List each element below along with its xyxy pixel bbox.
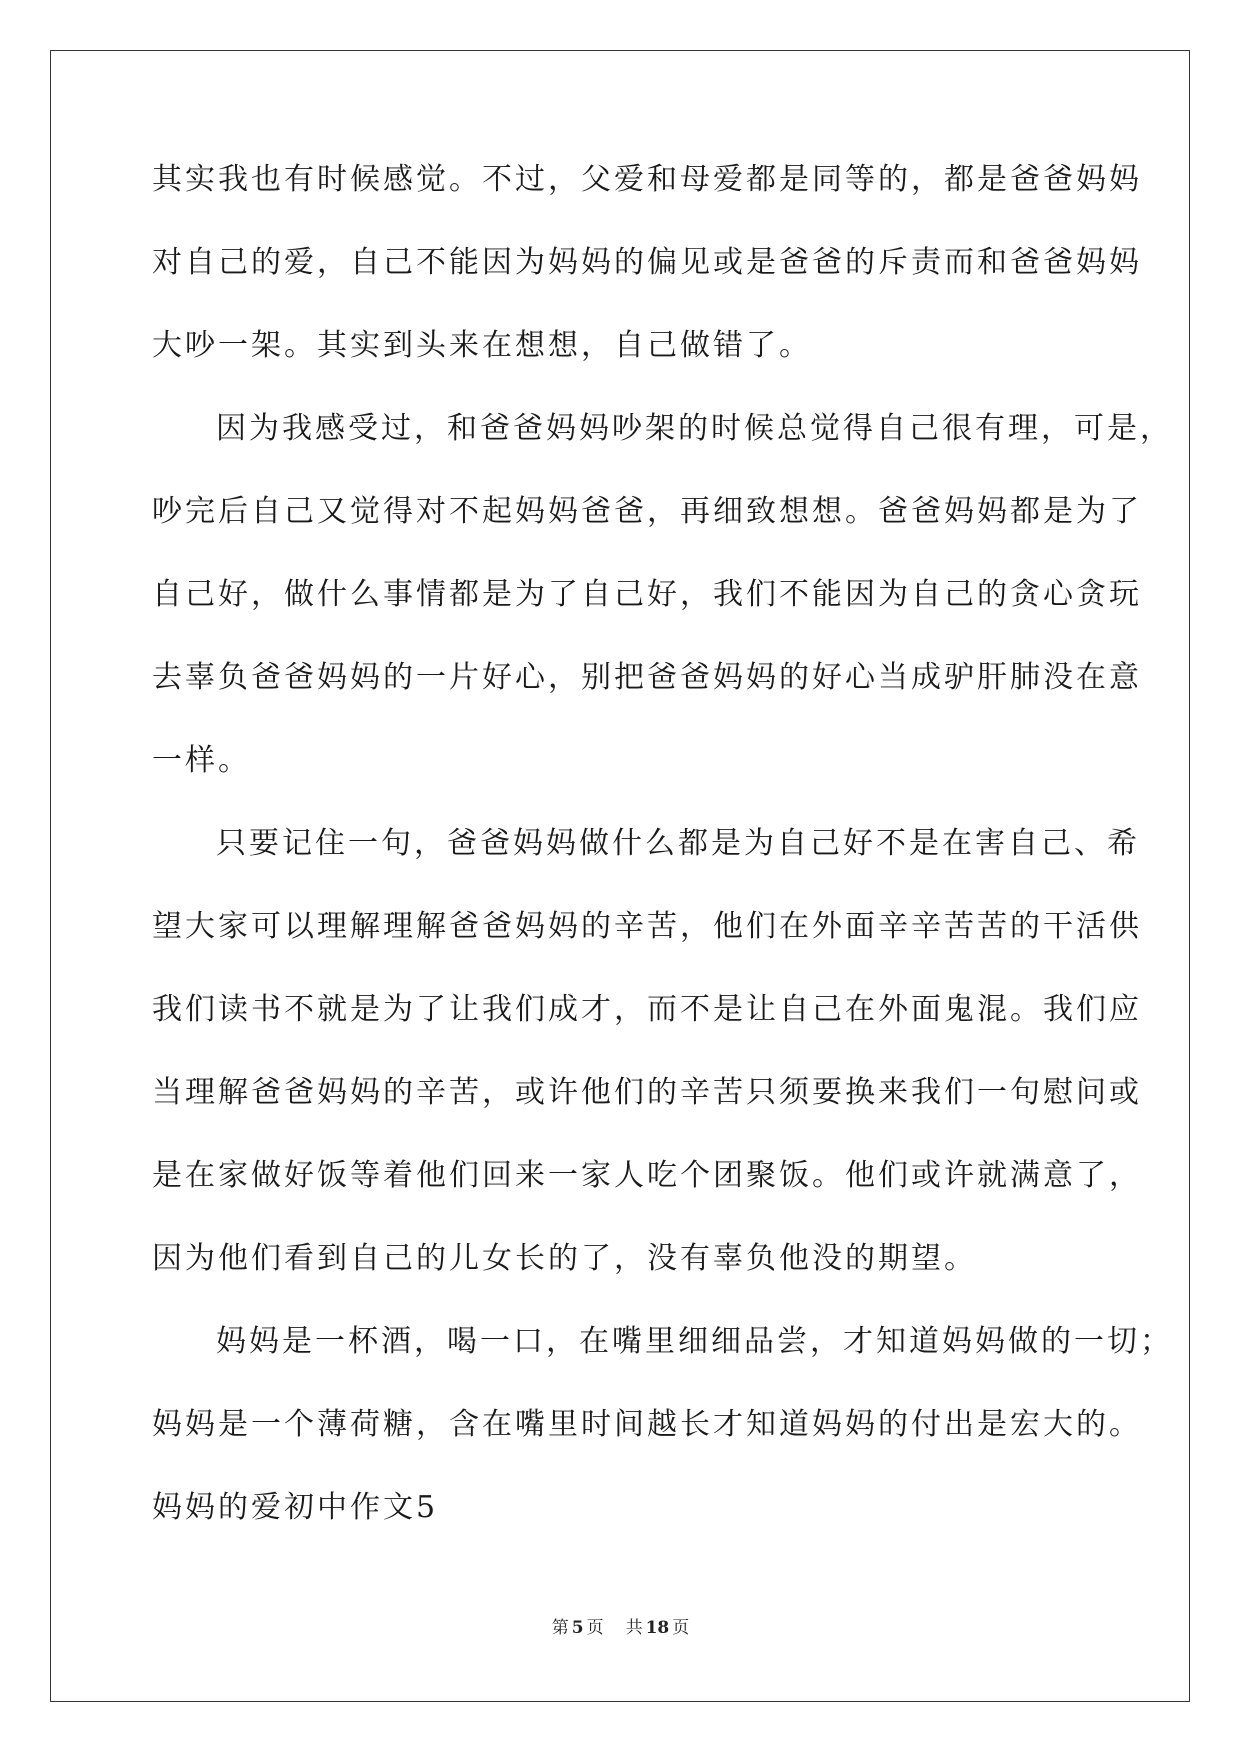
total-pages: 18 [645,1618,670,1638]
text-line: 我们读书不就是为了让我们成才，而不是让自己在外面鬼混。我们应 [152,992,1142,1027]
page-suffix: 页 [586,1618,604,1638]
text-line: 当理解爸爸妈妈的辛苦，或许他们的辛苦只须要换来我们一句慰问或 [152,1075,1142,1110]
text-line: 对自己的爱，自己不能因为妈妈的偏见或是爸爸的斥责而和爸爸妈妈 [152,245,1142,280]
text-line: 是在家做好饭等着他们回来一家人吃个团聚饭。他们或许就满意了， [152,1158,1142,1193]
paragraph-first-line: 因为我感受过，和爸爸妈妈吵架的时候总觉得自己很有理，可是， [216,411,1173,446]
total-suffix: 页 [672,1618,690,1638]
text-line: 一样。 [152,743,251,778]
page-number: 5 [571,1618,584,1638]
paragraph-first-line: 只要记住一句，爸爸妈妈做什么都是为自己好不是在害自己、希 [216,826,1140,861]
text-line: 其实我也有时候感觉。不过，父爱和母爱都是同等的，都是爸爸妈妈 [152,162,1142,197]
page-prefix: 第 [551,1618,569,1638]
total-prefix: 共 [625,1618,643,1638]
document-body [152,160,1173,1571]
paragraph-first-line: 妈妈是一杯酒，喝一口，在嘴里细细品尝，才知道妈妈做的一切； [216,1324,1173,1359]
text-line: 大吵一架。其实到头来在想想，自己做错了。 [152,328,812,363]
text-line: 吵完后自己又觉得对不起妈妈爸爸，再细致想想。爸爸妈妈都是为了 [152,494,1142,529]
section-heading: 妈妈的爱初中作文5 [152,1490,439,1525]
text-line: 妈妈是一个薄荷糖，含在嘴里时间越长才知道妈妈的付出是宏大的。 [152,1407,1142,1442]
text-line: 自己好，做什么事情都是为了自己好，我们不能因为自己的贪心贪玩 [152,577,1142,612]
text-line: 因为他们看到自己的儿女长的了，没有辜负他没的期望。 [152,1241,977,1276]
text-line: 去辜负爸爸妈妈的一片好心，别把爸爸妈妈的好心当成驴肝肺没在意 [152,660,1142,695]
text-line: 望大家可以理解理解爸爸妈妈的辛苦，他们在外面辛辛苦苦的干活供 [152,909,1142,944]
page-footer [0,1613,1241,1638]
